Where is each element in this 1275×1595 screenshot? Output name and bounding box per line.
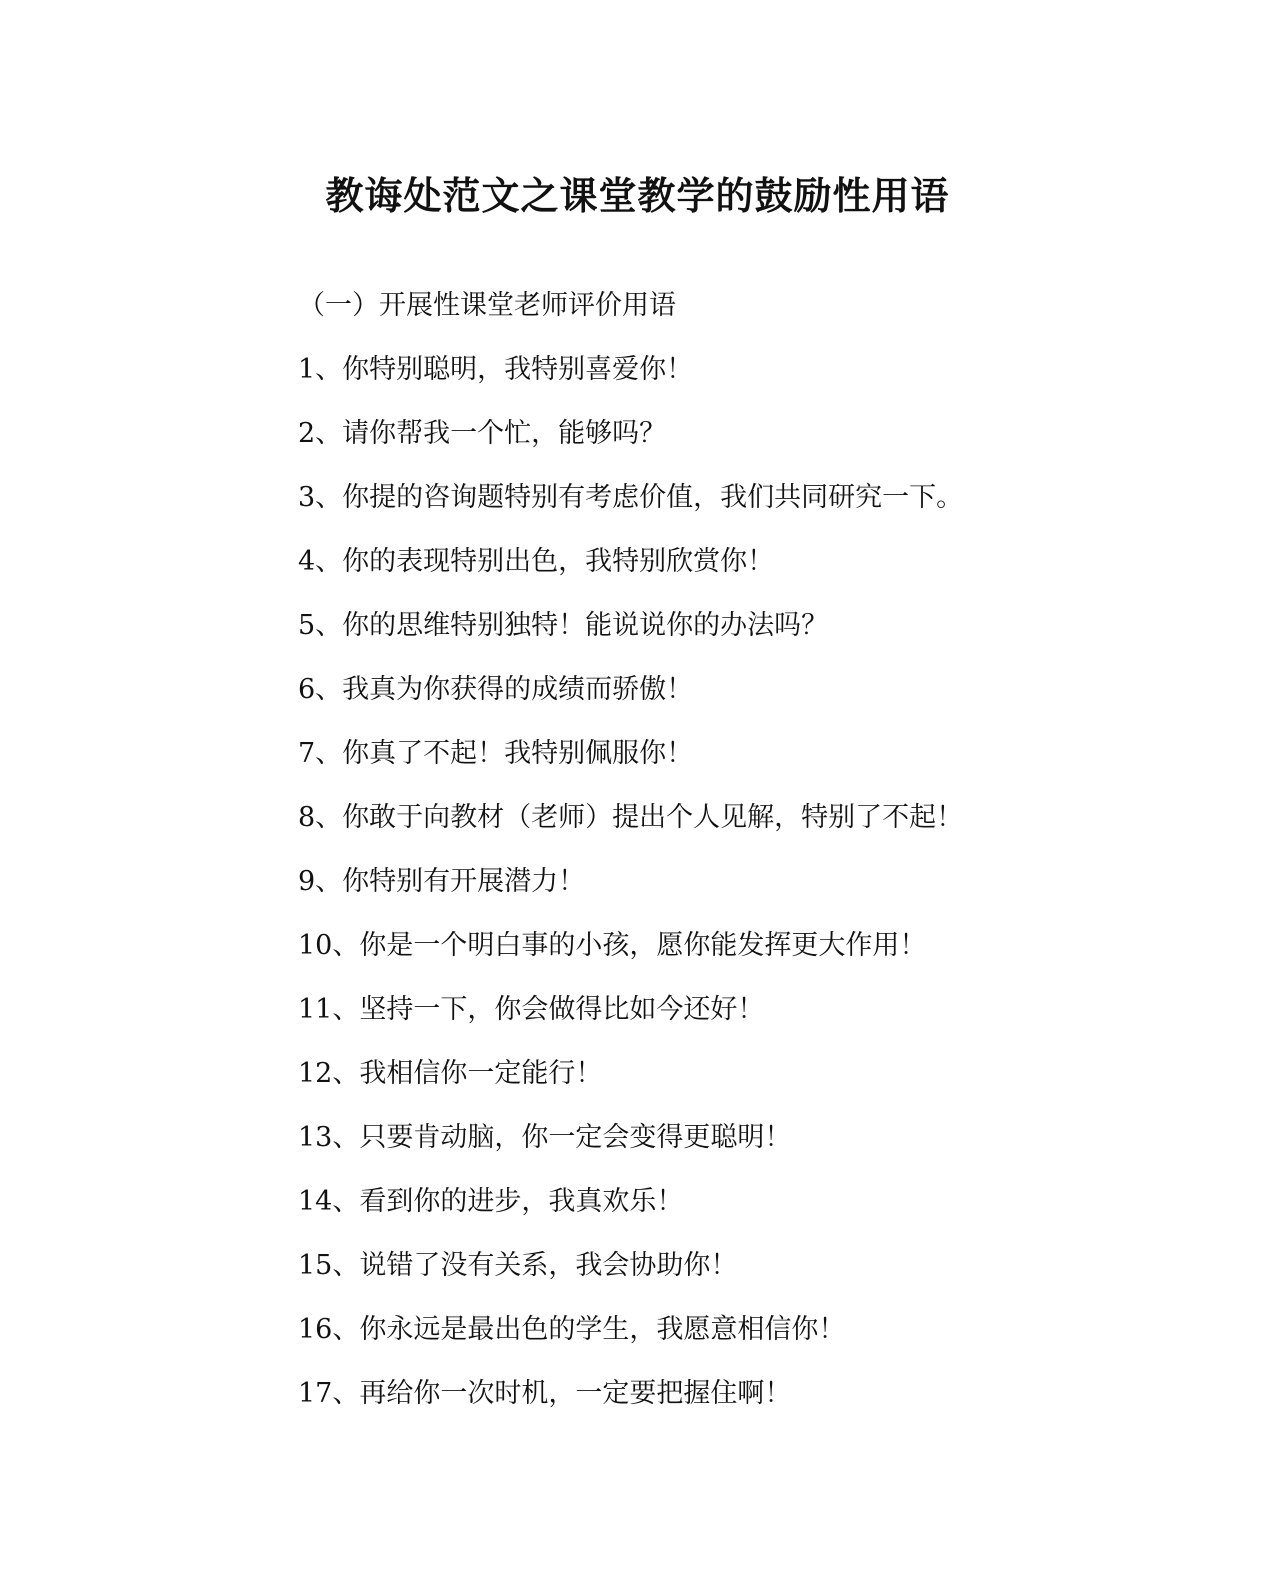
list-item: 9、你特别有开展潜力！ bbox=[298, 866, 586, 897]
list-item: 17、再给你一次时机，一定要把握住啊！ bbox=[298, 1378, 792, 1409]
list-item: 5、你的思维特别独特！能说说你的办法吗？ bbox=[298, 610, 829, 641]
list-item: 11、坚持一下，你会做得比如今还好！ bbox=[298, 994, 765, 1025]
list-item: 16、你永远是最出色的学生，我愿意相信你！ bbox=[298, 1314, 846, 1345]
section-heading: （一）开展性课堂老师评价用语 bbox=[298, 290, 676, 321]
list-item: 6、我真为你获得的成绩而骄傲！ bbox=[298, 674, 694, 705]
list-item: 4、你的表现特别出色，我特别欣赏你！ bbox=[298, 546, 775, 577]
list-item: 13、只要肯动脑，你一定会变得更聪明！ bbox=[298, 1122, 792, 1153]
list-item: 8、你敢于向教材（老师）提出个人见解，特别了不起！ bbox=[298, 802, 964, 833]
list-item: 15、说错了没有关系，我会协助你！ bbox=[298, 1250, 738, 1281]
list-item: 3、你提的咨询题特别有考虑价值，我们共同研究一下。 bbox=[298, 482, 964, 513]
document-title: 教诲处范文之课堂教学的鼓励性用语 bbox=[325, 174, 950, 218]
list-item: 2、请你帮我一个忙，能够吗？ bbox=[298, 418, 667, 449]
list-item: 12、我相信你一定能行！ bbox=[298, 1058, 603, 1089]
list-item: 10、你是一个明白事的小孩，愿你能发挥更大作用！ bbox=[298, 930, 927, 961]
list-item: 1、你特别聪明，我特别喜爱你！ bbox=[298, 354, 694, 385]
list-item: 7、你真了不起！我特别佩服你！ bbox=[298, 738, 694, 769]
list-item: 14、看到你的进步，我真欢乐！ bbox=[298, 1186, 684, 1217]
